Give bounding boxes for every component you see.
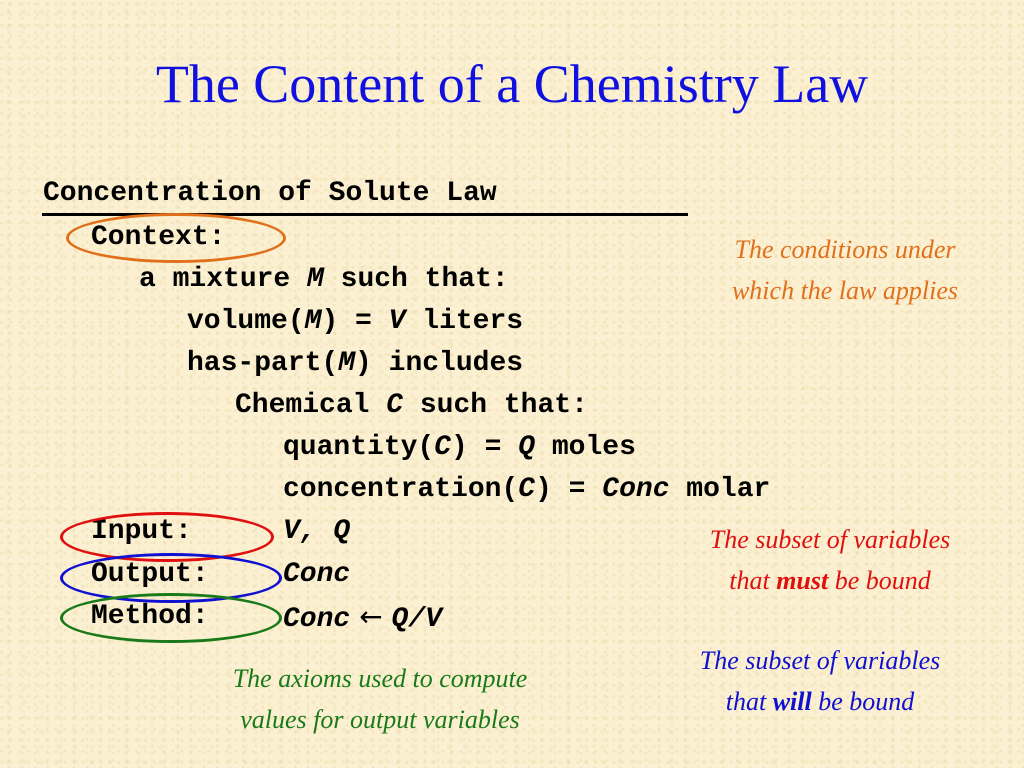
- input-value: V, Q: [283, 516, 351, 547]
- context-label: Context:: [91, 222, 226, 253]
- volume-line: volume(M) = V liters: [187, 306, 524, 337]
- law-heading: Concentration of Solute Law: [43, 178, 497, 209]
- output-value: Conc: [283, 559, 351, 590]
- quantity-line: quantity(C) = Q moles: [283, 432, 636, 463]
- method-value: Conc ← Q/V: [283, 600, 442, 635]
- output-note: The subset of variables that will be bound: [699, 646, 941, 716]
- has-part-line: has-part(M) includes: [187, 348, 524, 379]
- concentration-line: concentration(C) = Conc molar: [283, 474, 771, 505]
- slide-title: The Content of a Chemistry Law: [155, 54, 869, 114]
- chemical-line: Chemical C such that:: [235, 390, 588, 421]
- input-note: The subset of variables that must be bound: [709, 525, 951, 595]
- method-ellipse: [60, 593, 282, 643]
- method-note: The axioms used to compute values for output variables: [232, 664, 528, 734]
- context-ellipse: [66, 213, 286, 263]
- context-note: The conditions under which the law applies: [731, 235, 959, 305]
- output-label: Output:: [91, 559, 209, 590]
- mixture-line: a mixture M such that:: [139, 264, 509, 295]
- input-label: Input:: [91, 516, 192, 547]
- method-label: Method:: [91, 601, 209, 632]
